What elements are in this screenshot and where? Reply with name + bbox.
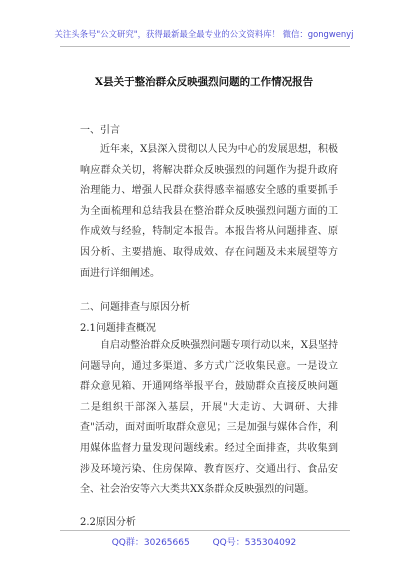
header-banner: 关注头条号"公文研究"，获得最新最全最专业的公文资料库！ 微信：gongwenyj	[54, 29, 354, 39]
section-heading-intro: 一、引言	[80, 125, 120, 136]
survey-paragraph: 自启动整治群众反映强烈问题专项行动以来，X县坚持问题导向，通过多渠道、多方式广泛收集民意。一是设立群众意见箱、开通网络举报平台，鼓励群众直接反映问题二是组织干部深入基层，开展"大走访、大调研、大排查"活动，面对面听取群众意见；三是加强与媒体合作，利用媒体监督力量发现问题线索。经过全面排查，共收集到涉及环境污染、住房保障、教育医疗、交通出行、食品安全、社会治安等六大类共XX条群众反映强烈的问题。	[80, 340, 338, 496]
footer-divider	[60, 530, 350, 531]
survey-paragraph-block	[80, 336, 338, 501]
document-title: X县关于整治群众反映强烈问题的工作情况报告	[94, 76, 314, 88]
intro-paragraph: 近年来，X县深入贯彻以人民为中心的发展思想，积极响应群众关切，将解决群众反映强烈的问题作为提升政府治理能力、增强人民群众获得感幸福感安全感的重要抓手为全面梳理和总结我县在整治群众反映强烈问题方面的工作成效与经验，特制定本报告。本报告将从问题排查、原因分析、主要措施、取得成效、存在问题及未来展望等方面进行详细阐述。	[80, 144, 338, 279]
footer-qq-group: QQ群：30265665	[111, 538, 190, 548]
header-divider	[60, 46, 350, 47]
section-heading-problems: 二、问题排查与原因分析	[80, 302, 190, 313]
subsection-heading-causes: 2.2原因分析	[80, 517, 136, 528]
footer-contacts	[0, 535, 408, 548]
intro-paragraph-block	[80, 140, 338, 284]
footer-qq-number: QQ号：535304092	[212, 538, 297, 548]
subsection-heading-survey: 2.1问题排查概况	[80, 323, 156, 334]
